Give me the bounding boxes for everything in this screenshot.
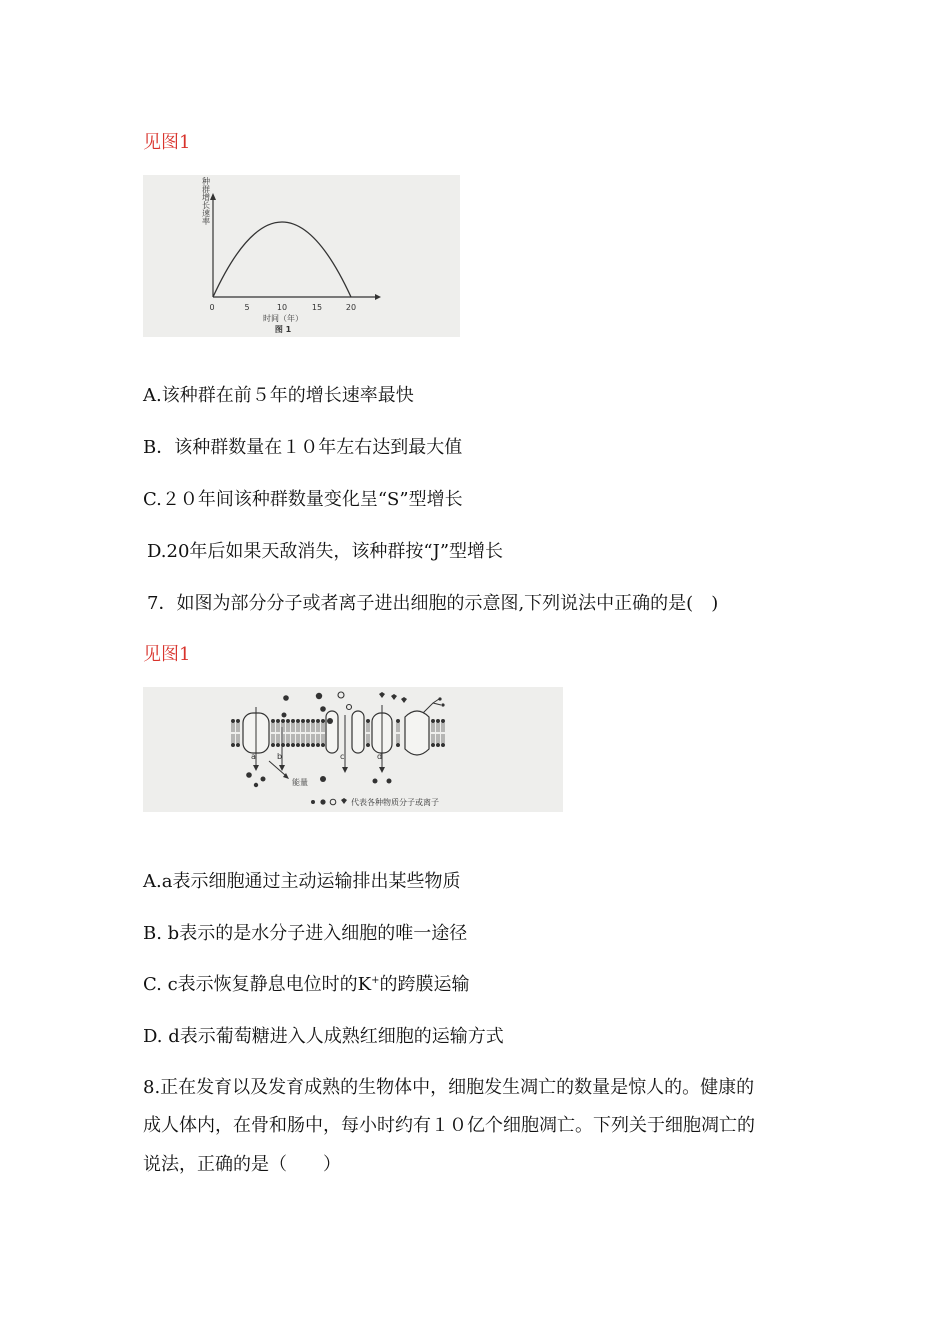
phospholipid-tail <box>292 723 294 732</box>
q7-option-b: B. b表示的是水分子进入细胞的唯一途径 <box>143 923 468 944</box>
phospholipid-head <box>431 719 435 723</box>
phospholipid-tail <box>237 723 239 732</box>
phospholipid-head <box>366 743 370 747</box>
phospholipid-head <box>306 719 310 723</box>
x-axis-label: 时间（年） <box>263 314 303 323</box>
phospholipid-tail <box>437 723 439 732</box>
phospholipid-tail <box>432 734 434 743</box>
label-d: d <box>377 752 383 761</box>
phospholipid-head <box>276 719 280 723</box>
phospholipid-tail <box>232 723 234 732</box>
phospholipid-tail <box>307 723 309 732</box>
phospholipid-head <box>366 719 370 723</box>
phospholipid-tail <box>302 723 304 732</box>
phospholipid-tail <box>322 723 324 732</box>
origin-label: 0 <box>209 303 215 312</box>
q7-option-c-text: C. c表示恢复静息电位时的K <box>143 974 372 995</box>
phospholipid-head <box>396 719 400 723</box>
phospholipid-tail <box>367 723 369 732</box>
q7-option-c-text-end: 的跨膜运输 <box>379 974 470 995</box>
phospholipid-head <box>436 743 440 747</box>
phospholipid-head <box>306 743 310 747</box>
phospholipid-head <box>396 743 400 747</box>
phospholipid-head <box>316 743 320 747</box>
phospholipid-head <box>441 719 445 723</box>
q6-option-c: C.２０年间该种群数量变化呈“S”型增长 <box>143 489 463 510</box>
phospholipid-head <box>231 743 235 747</box>
x-tick-label: 10 <box>276 303 288 312</box>
phospholipid-tail <box>277 734 279 743</box>
phospholipid-head <box>291 719 295 723</box>
q6-option-a: A.该种群在前５年的增长速率最快 <box>143 385 414 406</box>
phospholipid-tail <box>297 723 299 732</box>
phospholipid-head <box>296 743 300 747</box>
phospholipid-head <box>236 743 240 747</box>
y-axis-arrow <box>210 193 216 200</box>
glycoprotein <box>405 711 429 755</box>
phospholipid-head <box>236 719 240 723</box>
population-growth-rate-figure <box>143 175 460 337</box>
phospholipid-head <box>441 743 445 747</box>
legend-text: 代表各种物质分子或离子 <box>351 798 439 807</box>
label-b: b <box>277 752 283 761</box>
label-a: a <box>251 752 256 761</box>
channel-protein-right <box>352 711 364 753</box>
phospholipid-head <box>296 719 300 723</box>
phospholipid-tail <box>232 734 234 743</box>
x-tick-label: 5 <box>244 303 250 312</box>
phospholipid-head <box>271 719 275 723</box>
phospholipid-head <box>286 719 290 723</box>
phospholipid-tail <box>367 734 369 743</box>
q6-option-d: D.20年后如果天敌消失，该种群按“J”型增长 <box>147 541 504 562</box>
q6-option-b: B．该种群数量在１０年左右达到最大值 <box>143 437 463 458</box>
phospholipid-tail <box>277 723 279 732</box>
q8-stem-line-2: 成人体内，在骨和肠中，每小时约有１０亿个细胞凋亡。下列关于细胞凋亡的 <box>143 1115 755 1136</box>
phospholipid-head <box>301 743 305 747</box>
label-c: c <box>340 752 345 761</box>
phospholipid-tail <box>397 723 399 732</box>
phospholipid-tail <box>272 723 274 732</box>
phospholipid-tail <box>302 734 304 743</box>
phospholipid-tail <box>322 734 324 743</box>
phospholipid-head <box>231 719 235 723</box>
phospholipid-tail <box>272 734 274 743</box>
phospholipid-head <box>276 743 280 747</box>
phospholipid-head <box>281 719 285 723</box>
q7-option-d: D. d表示葡萄糖进入人成熟红细胞的运输方式 <box>143 1026 504 1047</box>
sugar-chain <box>423 699 441 713</box>
phospholipid-tail <box>287 734 289 743</box>
phospholipid-tail <box>237 734 239 743</box>
phospholipid-head <box>311 743 315 747</box>
growth-rate-curve <box>213 222 351 297</box>
phospholipid-head <box>321 743 325 747</box>
q8-stem-line-1: 8.正在发育以及发育成熟的生物体中，细胞发生凋亡的数量是惊人的。健康的 <box>143 1077 755 1098</box>
phospholipid-tail <box>317 723 319 732</box>
q7-stem: 7．如图为部分分子或者离子进出细胞的示意图,下列说法中正确的是( ) <box>147 593 719 614</box>
x-tick-label: 20 <box>345 303 357 312</box>
phospholipid-tail <box>307 734 309 743</box>
see-figure-label-1: 见图1 <box>143 132 191 153</box>
q8-stem-line-3: 说法，正确的是（ ） <box>143 1154 341 1175</box>
q7-option-a: A.a表示细胞通过主动运输排出某些物质 <box>143 871 461 892</box>
phospholipid-tail <box>312 734 314 743</box>
x-axis-arrow <box>375 294 381 300</box>
phospholipid-head <box>436 719 440 723</box>
see-figure-label-2: 见图1 <box>143 644 191 665</box>
phospholipid-tail <box>287 723 289 732</box>
x-tick-label: 15 <box>311 303 323 312</box>
phospholipid-tail <box>442 723 444 732</box>
phospholipid-tail <box>437 734 439 743</box>
phospholipid-tail <box>317 734 319 743</box>
phospholipid-head <box>271 743 275 747</box>
figure-caption: 图 1 <box>274 325 292 334</box>
phospholipid-tail <box>312 723 314 732</box>
q7-option-c <box>143 970 470 996</box>
channel-protein-left <box>326 711 338 753</box>
phospholipid-head <box>316 719 320 723</box>
q7-option-c-superscript: + <box>371 975 380 986</box>
phospholipid-head <box>321 719 325 723</box>
phospholipid-head <box>286 743 290 747</box>
phospholipid-tail <box>292 734 294 743</box>
phospholipid-tail <box>442 734 444 743</box>
membrane-transport-figure <box>143 687 563 812</box>
phospholipid-head <box>291 743 295 747</box>
phospholipid-head <box>301 719 305 723</box>
energy-label: 能量 <box>292 778 308 787</box>
phospholipid-head <box>431 743 435 747</box>
y-axis-label: 种群增长速率 <box>201 177 211 225</box>
phospholipid-head <box>311 719 315 723</box>
phospholipid-tail <box>297 734 299 743</box>
phospholipid-tail <box>432 723 434 732</box>
phospholipid-tail <box>397 734 399 743</box>
